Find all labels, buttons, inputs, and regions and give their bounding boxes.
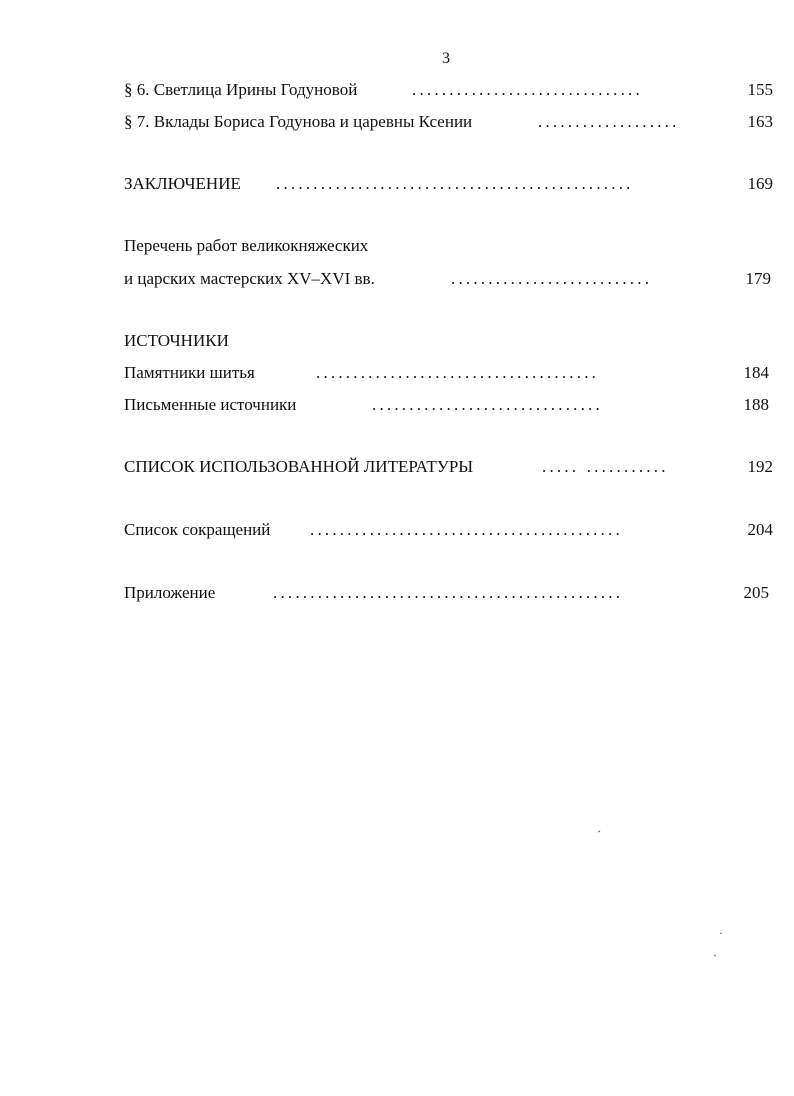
toc-leader-dots: ..... ........... (542, 457, 669, 476)
toc-entry-title: СПИСОК ИСПОЛЬЗОВАННОЙ ЛИТЕРАТУРЫ (124, 457, 474, 476)
toc-leader-dots: ........................... (451, 269, 653, 288)
scan-speck: ` (713, 952, 717, 966)
toc-entry-title: § 7. Вклады Бориса Годунова и царевны Ксении (124, 112, 473, 131)
toc-leader-dots: ............................... (412, 80, 643, 99)
toc-entry-title-line1: Перечень работ великокняжеских (124, 236, 369, 255)
page-number: 3 (442, 50, 450, 67)
toc-leader-dots: ............................................... (273, 583, 624, 602)
toc-entry-title-line2: и царских мастерских XV–XVI вв. (124, 269, 375, 288)
toc-entry-title: § 6. Светлица Ирины Годуновой (124, 80, 358, 99)
toc-entry-title: Письменные источники (124, 395, 297, 414)
toc-page-number: 155 (747, 80, 773, 99)
toc-leader-dots: ............................... (372, 395, 603, 414)
toc-page-number: 179 (745, 269, 771, 288)
toc-entry-title: Приложение (124, 583, 216, 602)
toc-leader-dots: ...................................... (316, 363, 600, 382)
toc-entry-title: Памятники шитья (124, 363, 255, 382)
scan-speck: · (719, 926, 723, 940)
toc-page-number: 204 (747, 520, 773, 539)
toc-leader-dots: .......................................... (310, 520, 623, 539)
scan-speck: ´ (597, 828, 601, 842)
toc-page-number: 163 (747, 112, 773, 131)
toc-page-number: 192 (747, 457, 773, 476)
toc-section-heading: ИСТОЧНИКИ (124, 331, 229, 350)
toc-page-number: 184 (743, 363, 769, 382)
toc-page-number: 205 (743, 583, 769, 602)
toc-page-number: 188 (743, 395, 769, 414)
toc-entry-title: Список сокращений (124, 520, 271, 539)
toc-entry-title: ЗАКЛЮЧЕНИЕ (124, 174, 241, 193)
toc-leader-dots: ................... (538, 112, 680, 131)
toc-page-number: 169 (747, 174, 773, 193)
toc-leader-dots: ................................................ (276, 174, 634, 193)
